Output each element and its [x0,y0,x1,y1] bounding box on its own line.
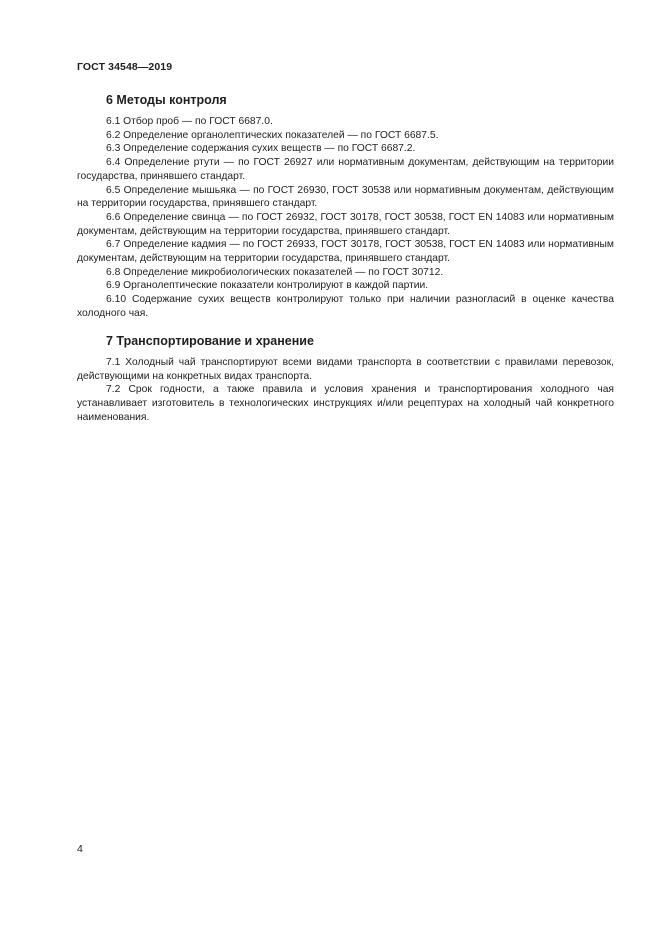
paragraph-6-4: 6.4 Определение ртути — по ГОСТ 26927 или нормативным документам, действующим на территории государства, принявшего стандарт. [77,157,614,182]
section-transport-storage [77,333,614,425]
page-number: 4 [77,843,83,855]
paragraph-6-8: 6.8 Определение микробиологических показателей — по ГОСТ 30712. [106,266,444,278]
paragraph-6-3: 6.3 Определение содержания сухих веществ — по ГОСТ 6687.2. [106,143,416,155]
paragraph-6-2: 6.2 Определение органолептических показателей — по ГОСТ 6687.5. [106,129,439,141]
document-header: ГОСТ 34548—2019 [77,61,173,73]
paragraph-6-9: 6.9 Органолептические показатели контролируют в каждой партии. [106,280,429,292]
section-title: 6 Методы контроля [106,93,227,107]
paragraph-6-5: 6.5 Определение мышьяка — по ГОСТ 26930, ГОСТ 30538 или нормативным документам, действующим на территории государства, принявшего стандарт. [77,184,614,210]
paragraph-6-10: 6.10 Содержание сухих веществ контролируют только при наличии разногласий в оценке качества холодного чая. [77,294,614,319]
paragraph-6-6: 6.6 Определение свинца — по ГОСТ 26932, ГОСТ 30178, ГОСТ 30538, ГОСТ EN 14083 или нормативным документам, действующим на территории государства, принявшего стандарт. [77,211,614,237]
paragraph-6-1: 6.1 Отбор проб — по ГОСТ 6687.0. [106,116,273,127]
paragraph-7-1: 7.1 Холодный чай транспортируют всеми видами транспорта в соответствии с правилами перевозок, действующими на конкретных видах транспорта. [77,357,614,382]
paragraph-6-7: 6.7 Определение кадмия — по ГОСТ 26933, ГОСТ 30178, ГОСТ 30538, ГОСТ EN 14083 или нормативным документам, действующим на территории государства, принявшего стандарт. [77,239,614,265]
section-control-methods [77,92,614,321]
paragraph-7-2: 7.2 Срок годности, а также правила и условия хранения и транспортирования холодного чая устанавливает изготовитель в технологических инструкциях и/или рецептурах на холодный чай конкретного наименования. [77,384,614,423]
section-title: 7 Транспортирование и хранение [106,334,314,348]
